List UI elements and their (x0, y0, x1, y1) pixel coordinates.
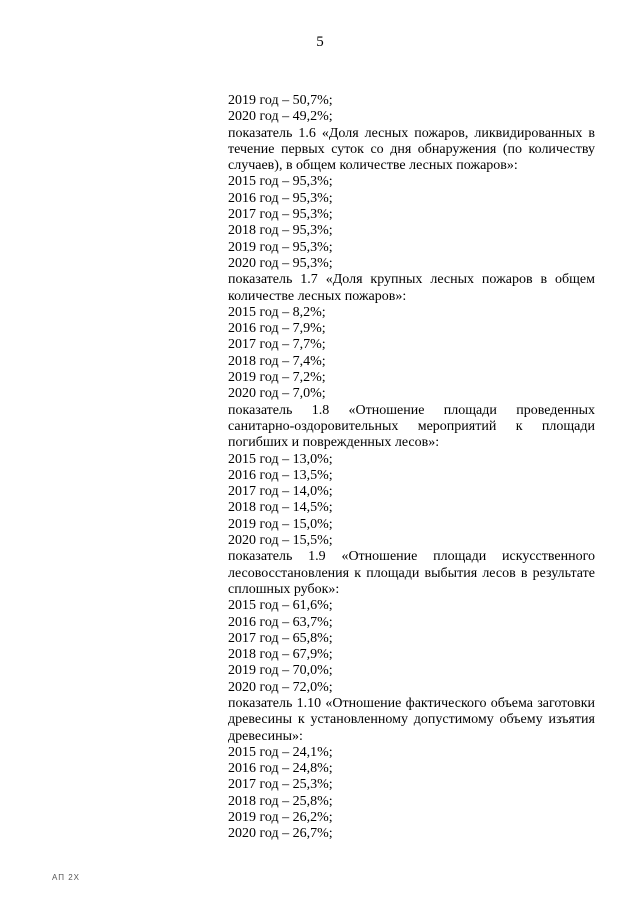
indicator-description: показатель 1.7 «Доля крупных лесных пожаров в общем количестве лесных пожаров»: (228, 272, 595, 304)
year-value-line: 2018 год – 14,5%; (228, 500, 333, 516)
document-body (228, 93, 595, 843)
year-value-line: 2015 год – 13,0%; (228, 451, 333, 467)
year-value-line: 2017 год – 95,3%; (228, 207, 333, 223)
indicator-description: показатель 1.6 «Доля лесных пожаров, ликвидированных в течение первых суток со дня обнаружения (по количеству случаев), в общем количестве лесных пожаров»: (228, 125, 595, 174)
year-value-line: 2016 год – 13,5%; (228, 467, 333, 483)
year-value-line: 2019 год – 7,2%; (228, 370, 326, 386)
year-value-line: 2016 год – 7,9%; (228, 321, 326, 337)
year-value-line: 2020 год – 15,5%; (228, 533, 333, 549)
year-value-line: 2019 год – 26,2%; (228, 810, 333, 826)
year-value-line: 2016 год – 63,7%; (228, 614, 333, 630)
indicator-description: показатель 1.10 «Отношение фактического объема заготовки древесины к установленному допустимому объему изъятия древесины»: (228, 695, 595, 744)
year-value-line: 2017 год – 7,7%; (228, 337, 326, 353)
year-value-line: 2018 год – 25,8%; (228, 793, 333, 809)
page-number: 5 (316, 34, 324, 50)
year-value-line: 2015 год – 24,1%; (228, 744, 333, 760)
year-value-line: 2019 год – 70,0%; (228, 663, 333, 679)
year-value-line: 2020 год – 49,2%; (228, 109, 333, 125)
year-value-line: 2019 год – 95,3%; (228, 239, 333, 255)
year-value-line: 2020 год – 26,7%; (228, 826, 333, 842)
year-value-line: 2015 год – 8,2%; (228, 304, 326, 320)
year-value-line: 2015 год – 61,6%; (228, 598, 333, 614)
year-value-line: 2018 год – 7,4%; (228, 353, 326, 369)
year-value-line: 2017 год – 25,3%; (228, 777, 333, 793)
year-value-line: 2017 год – 65,8%; (228, 630, 333, 646)
year-value-line: 2020 год – 95,3%; (228, 255, 333, 271)
year-value-line: 2019 год – 50,7%; (228, 93, 333, 108)
year-value-line: 2016 год – 95,3%; (228, 190, 333, 206)
year-value-line: 2019 год – 15,0%; (228, 516, 333, 532)
indicator-description: показатель 1.8 «Отношение площади проведенных санитарно-оздоровительных мероприятий к площади погибших и поврежденных лесов»: (228, 402, 595, 451)
year-value-line: 2015 год – 95,3%; (228, 174, 333, 190)
year-value-line: 2020 год – 72,0%; (228, 679, 333, 695)
footer-mark: АП 2Х (52, 873, 81, 882)
indicator-description: показатель 1.9 «Отношение площади искусственного лесовосстановления к площади выбытия лесов в результате сплошных рубок»: (228, 549, 595, 597)
year-value-line: 2017 год – 14,0%; (228, 484, 333, 500)
year-value-line: 2020 год – 7,0%; (228, 386, 326, 402)
year-value-line: 2016 год – 24,8%; (228, 761, 333, 777)
year-value-line: 2018 год – 95,3%; (228, 223, 333, 239)
year-value-line: 2018 год – 67,9%; (228, 647, 333, 663)
